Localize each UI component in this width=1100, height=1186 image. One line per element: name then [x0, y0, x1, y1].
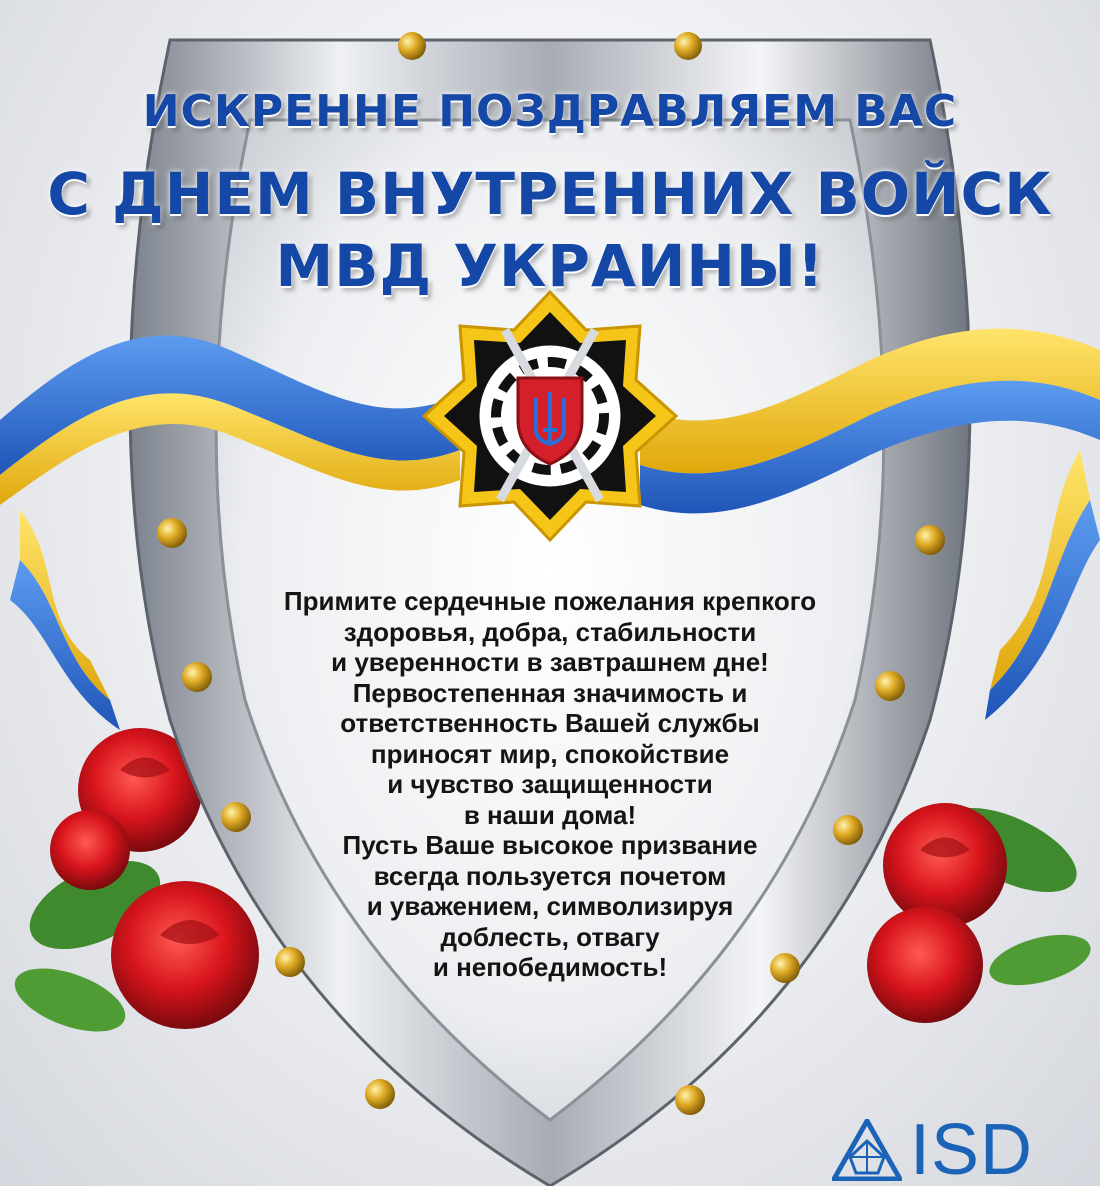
rose-icon — [867, 791, 1096, 1023]
logo-text: ISD — [910, 1110, 1034, 1186]
message-line: и непобедимость! — [432, 952, 668, 982]
emblem-icon — [424, 292, 676, 540]
message-line: ответственность Вашей службы — [340, 708, 760, 738]
isd-logo — [832, 1110, 1034, 1186]
message-line: всегда пользуется почетом — [373, 860, 727, 891]
message-line: здоровья, добра, стабильности — [343, 616, 757, 647]
heading-line-3: МВД УКРАИНЫ! — [275, 232, 825, 300]
message-line: Первостепенная значимость и — [352, 677, 748, 708]
heading-line-2: С ДНЕМ ВНУТРЕННИХ ВОЙСК — [47, 160, 1053, 228]
greeting-message — [200, 586, 900, 983]
message-line: и чувство защищенности — [387, 769, 713, 799]
message-line: Примите сердечные пожелания крепкого — [283, 586, 817, 616]
logo-triangle-icon — [832, 1119, 902, 1181]
message-line: доблесть, отвагу — [440, 921, 660, 952]
message-line: приносят мир, спокойствие — [370, 738, 730, 769]
heading-line-1: ИСКРЕННЕ ПОЗДРАВЛЯЕМ ВАС — [142, 86, 958, 137]
message-line: в наши дома! — [463, 799, 637, 830]
message-line: и уважением, символизируя — [366, 891, 734, 921]
message-line: и уверенности в завтрашнем дне! — [331, 647, 769, 677]
message-line: Пусть Ваше высокое призвание — [342, 830, 758, 860]
